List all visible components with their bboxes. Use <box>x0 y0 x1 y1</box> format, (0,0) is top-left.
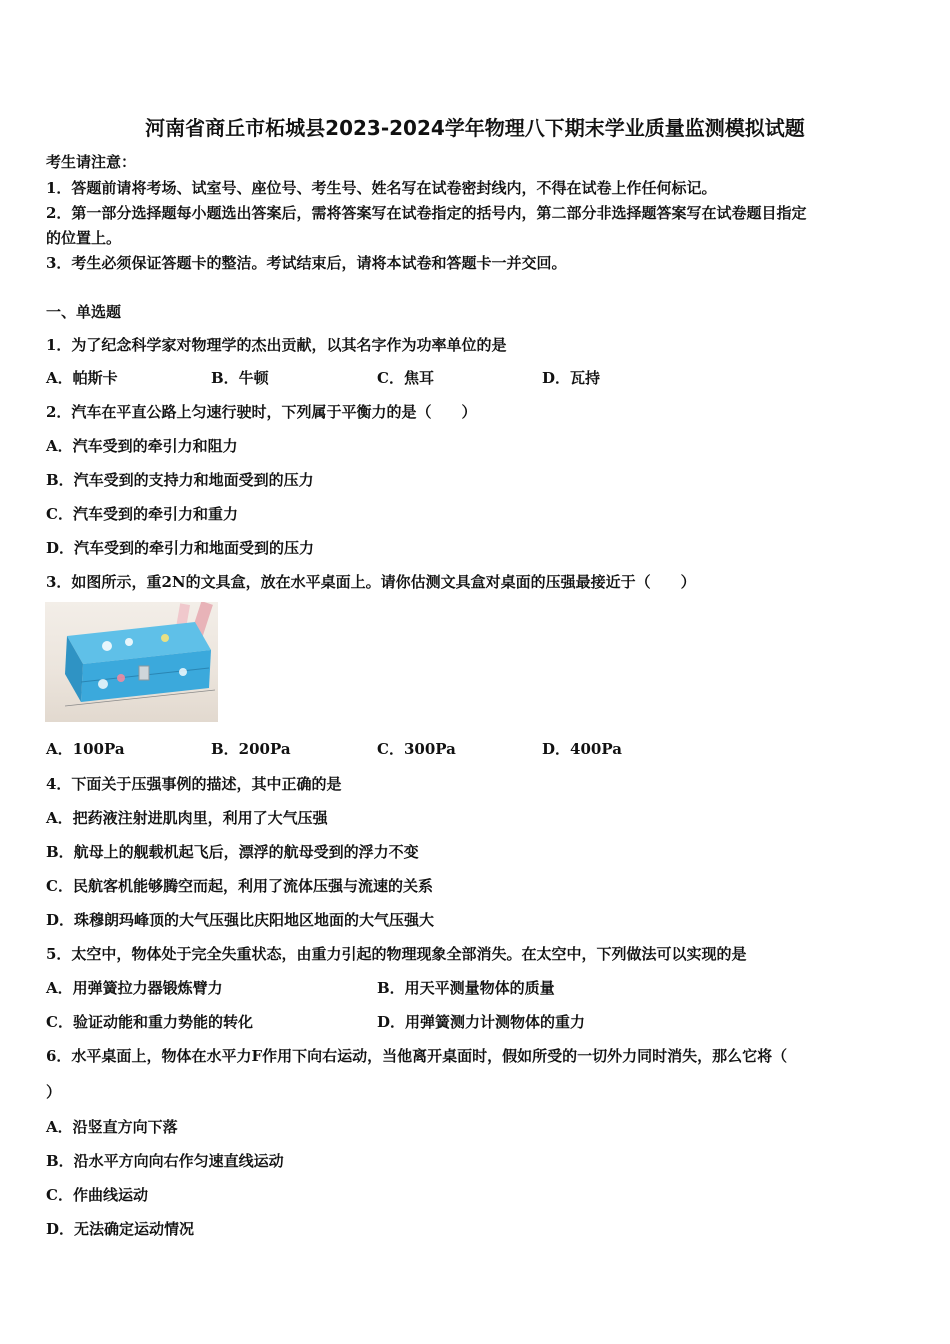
pencil-box-photo <box>45 602 218 722</box>
section-heading: 一、单选题 <box>46 303 122 321</box>
pencil-box-illustration <box>45 602 218 722</box>
option-b: B．200Pa <box>211 740 291 758</box>
option-c: C．作曲线运动 <box>46 1186 148 1204</box>
option-a: A．把药液注射进肌肉里，利用了大气压强 <box>46 809 328 827</box>
option-b: B．航母上的舰载机起飞后，漂浮的航母受到的浮力不变 <box>46 843 419 861</box>
page-title: 河南省商丘市柘城县2023-2024学年物理八下期末学业质量监测模拟试题 <box>145 116 805 140</box>
question-2-stem: 2．汽车在平直公路上匀速行驶时，下列属于平衡力的是（ ） <box>46 403 477 421</box>
option-c: C．民航客机能够腾空而起，利用了流体压强与流速的关系 <box>46 877 433 895</box>
option-d: D．用弹簧测力计测物体的重力 <box>377 1013 586 1031</box>
notice-item: 1．答题前请将考场、试室号、座位号、考生号、姓名写在试卷密封线内，不得在试卷上作任何标记。 <box>46 179 717 197</box>
option-a: A．沿竖直方向下落 <box>46 1118 178 1136</box>
notice-heading: 考生请注意： <box>46 153 137 171</box>
question-6-stem: 6．水平桌面上，物体在水平力F作用下向右运动，当他离开桌面时，假如所受的一切外力同时消失，那么它将（ <box>46 1047 788 1065</box>
option-c: C．300Pa <box>377 740 456 758</box>
question-4-stem: 4．下面关于压强事例的描述，其中正确的是 <box>46 775 342 793</box>
notice-item: 的位置上。 <box>46 229 122 247</box>
option-a: A．100Pa <box>46 740 125 758</box>
option-d: D．珠穆朗玛峰顶的大气压强比庆阳地区地面的大气压强大 <box>46 911 435 929</box>
option-d: D．400Pa <box>542 740 622 758</box>
option-c: C．验证动能和重力势能的转化 <box>46 1013 253 1031</box>
option-a: A．帕斯卡 <box>46 369 118 387</box>
option-d: D．无法确定运动情况 <box>46 1220 195 1238</box>
question-1-stem: 1．为了纪念科学家对物理学的杰出贡献，以其名字作为功率单位的是 <box>46 336 507 354</box>
question-6-stem-continued: ） <box>46 1083 62 1101</box>
option-b: B．沿水平方向向右作匀速直线运动 <box>46 1152 284 1170</box>
option-a: A．汽车受到的牵引力和阻力 <box>46 437 238 455</box>
option-d: D．瓦持 <box>542 369 601 387</box>
option-c: C．焦耳 <box>377 369 434 387</box>
question-3-stem: 3．如图所示，重2N的文具盒，放在水平桌面上。请你估测文具盒对桌面的压强最接近于（ ） <box>46 573 696 591</box>
notice-item: 2．第一部分选择题每小题选出答案后，需将答案写在试卷指定的括号内，第二部分非选择题答案写在试卷题目指定 <box>46 204 807 222</box>
option-c: C．汽车受到的牵引力和重力 <box>46 505 238 523</box>
option-b: B．牛顿 <box>211 369 269 387</box>
option-b: B．汽车受到的支持力和地面受到的压力 <box>46 471 314 489</box>
option-b: B．用天平测量物体的质量 <box>377 979 555 997</box>
question-5-stem: 5．太空中，物体处于完全失重状态，由重力引起的物理现象全部消失。在太空中，下列做法可以实现的是 <box>46 945 747 963</box>
option-a: A．用弹簧拉力器锻炼臂力 <box>46 979 223 997</box>
notice-item: 3．考生必须保证答题卡的整洁。考试结束后，请将本试卷和答题卡一并交回。 <box>46 254 567 272</box>
option-d: D．汽车受到的牵引力和地面受到的压力 <box>46 539 315 557</box>
